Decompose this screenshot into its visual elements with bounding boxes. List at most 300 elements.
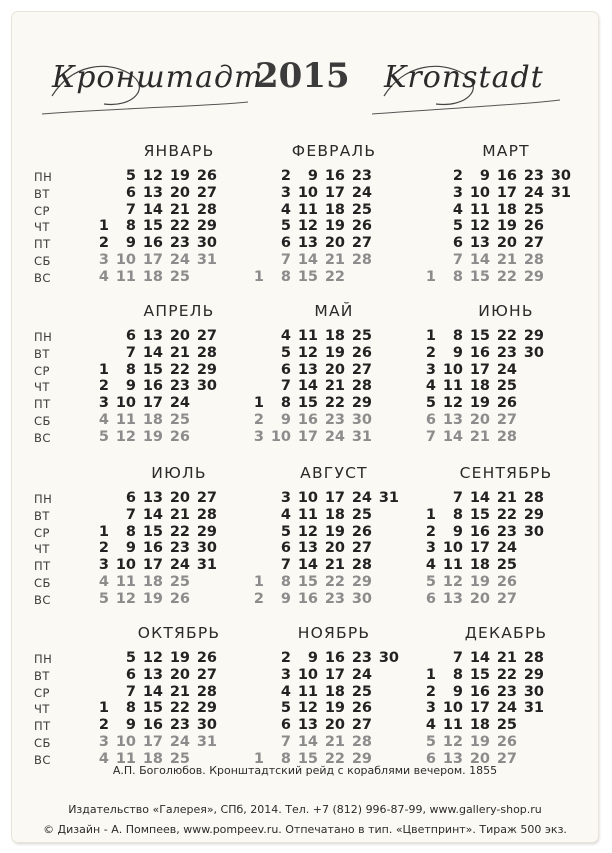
day-number: 16 [297,590,318,607]
day-number: 11 [442,717,463,734]
calendar-card [12,12,598,842]
weekday-label: ЧТ [34,542,50,557]
day-number: 10 [297,490,318,506]
day-number: 22 [169,700,190,717]
day-number: 22 [324,750,345,767]
day-number: 5 [280,218,291,235]
day-number: 18 [324,506,345,523]
day-number: 11 [442,557,463,574]
painting-caption: А.П. Боголюбов. Кронштадтский рейд с кораблями вечером. 1855 [112,764,498,777]
weekday-label: ЧТ [34,220,50,235]
day-number: 5 [280,700,291,717]
day-number: 17 [469,700,490,717]
day-number: 2 [98,717,109,734]
title-russian: Кронштадт [52,60,264,95]
day-number: 7 [280,252,291,268]
day-number: 21 [324,378,345,395]
month-name: АПРЕЛЬ [143,302,215,320]
day-number: 15 [297,395,318,412]
day-number: 30 [523,523,544,540]
day-number: 18 [142,574,163,590]
day-number: 30 [550,168,571,184]
day-number: 19 [142,590,163,607]
day-number: 23 [523,168,544,184]
day-number: 6 [280,361,291,378]
day-number: 19 [142,428,163,445]
day-number: 1 [425,506,436,523]
day-number: 2 [425,523,436,540]
weekday-label: СР [34,685,50,700]
day-number: 17 [324,184,345,201]
day-number: 20 [469,590,490,607]
day-number: 24 [351,666,372,683]
day-number: 19 [169,168,190,184]
day-number: 31 [378,490,399,506]
day-number: 15 [469,506,490,523]
day-number: 2 [280,168,291,184]
day-number: 19 [469,734,490,750]
day-number: 27 [351,540,372,557]
day-number: 16 [469,344,490,361]
day-number: 20 [496,235,517,252]
day-number: 26 [351,523,372,540]
day-number: 23 [169,717,190,734]
day-number: 9 [452,683,463,700]
day-number: 21 [169,683,190,700]
month-name: ОКТЯБРЬ [137,624,221,642]
day-number: 4 [280,201,291,218]
day-number: 23 [169,378,190,395]
day-number: 4 [280,506,291,523]
day-number: 26 [169,590,190,607]
day-number: 31 [550,184,571,201]
day-number: 29 [523,506,544,523]
day-number: 6 [125,328,136,344]
day-number: 5 [452,218,463,235]
day-number: 23 [324,590,345,607]
day-number: 11 [442,378,463,395]
day-number: 18 [324,683,345,700]
day-number: 14 [469,650,490,666]
day-number: 13 [442,412,463,428]
day-number: 7 [280,734,291,750]
day-number: 20 [324,235,345,252]
day-number: 8 [452,268,463,285]
day-number: 25 [351,201,372,218]
day-number: 31 [351,428,372,445]
month-name: ИЮЛЬ [151,464,207,482]
day-number: 1 [98,361,109,378]
day-number: 17 [142,252,163,268]
day-number: 20 [169,184,190,201]
day-number: 25 [351,683,372,700]
day-number: 9 [452,344,463,361]
weekday-label: СБ [34,576,51,590]
day-number: 5 [280,344,291,361]
day-number: 12 [297,700,318,717]
day-number: 12 [442,395,463,412]
day-number: 29 [196,361,217,378]
day-number: 1 [425,268,436,285]
day-number: 24 [523,184,544,201]
day-number: 26 [196,650,217,666]
day-number: 25 [523,201,544,218]
day-number: 30 [196,540,217,557]
day-number: 26 [496,734,517,750]
day-number: 18 [324,201,345,218]
day-number: 6 [425,412,436,428]
day-number: 10 [270,428,291,445]
day-number: 25 [351,328,372,344]
day-number: 9 [125,540,136,557]
day-number: 28 [496,428,517,445]
day-number: 5 [98,590,109,607]
day-number: 22 [324,268,345,285]
day-number: 14 [469,490,490,506]
day-number: 30 [523,683,544,700]
day-number: 8 [452,506,463,523]
weekday-label: ПТ [34,237,51,252]
day-number: 10 [442,361,463,378]
day-number: 23 [169,540,190,557]
day-number: 8 [125,523,136,540]
day-number: 26 [351,700,372,717]
day-number: 30 [351,590,372,607]
day-number: 13 [442,750,463,767]
day-number: 15 [142,218,163,235]
day-number: 3 [452,184,463,201]
day-number: 16 [469,683,490,700]
day-number: 11 [469,201,490,218]
day-number: 30 [523,344,544,361]
day-number: 29 [523,328,544,344]
day-number: 9 [125,235,136,252]
day-number: 7 [452,490,463,506]
day-number: 6 [280,540,291,557]
day-number: 17 [496,184,517,201]
day-number: 28 [351,557,372,574]
day-number: 19 [469,574,490,590]
day-number: 9 [280,590,291,607]
day-number: 4 [98,750,109,767]
day-number: 16 [324,168,345,184]
day-number: 15 [469,666,490,683]
day-number: 14 [142,683,163,700]
day-number: 21 [169,344,190,361]
day-number: 2 [452,168,463,184]
day-number: 1 [253,750,264,767]
weekday-label: ВС [34,592,51,607]
day-number: 2 [253,590,264,607]
day-number: 16 [324,650,345,666]
credits-line: © Дизайн - А. Помпеев, www.pompeev.ru. Отпечатано в тип. «Цветпринт». Тираж 500 экз. [43,823,567,836]
day-number: 8 [280,395,291,412]
day-number: 22 [496,506,517,523]
day-number: 24 [496,540,517,557]
day-number: 24 [496,361,517,378]
day-number: 23 [169,235,190,252]
day-number: 9 [125,717,136,734]
day-number: 27 [496,590,517,607]
day-number: 22 [496,328,517,344]
day-number: 16 [297,412,318,428]
day-number: 16 [142,540,163,557]
day-number: 27 [351,717,372,734]
day-number: 13 [297,361,318,378]
day-number: 28 [523,252,544,268]
day-number: 29 [196,523,217,540]
day-number: 31 [196,734,217,750]
day-number: 10 [297,184,318,201]
day-number: 26 [523,218,544,235]
day-number: 25 [169,412,190,428]
day-number: 27 [196,328,217,344]
day-number: 12 [442,574,463,590]
day-number: 25 [496,717,517,734]
weekday-label: СР [34,525,50,540]
day-number: 2 [425,344,436,361]
day-number: 20 [324,540,345,557]
weekday-label: ПН [34,330,53,344]
day-number: 24 [324,428,345,445]
day-number: 21 [169,506,190,523]
day-number: 25 [351,506,372,523]
day-number: 9 [125,378,136,395]
day-number: 14 [297,378,318,395]
day-number: 5 [98,428,109,445]
day-number: 7 [280,557,291,574]
day-number: 13 [469,235,490,252]
day-number: 19 [324,218,345,235]
day-number: 17 [324,666,345,683]
day-number: 30 [196,378,217,395]
day-number: 15 [297,574,318,590]
day-number: 29 [523,268,544,285]
day-number: 19 [324,344,345,361]
day-number: 4 [452,201,463,218]
day-number: 2 [98,378,109,395]
day-number: 1 [253,268,264,285]
day-number: 20 [469,750,490,767]
day-number: 4 [98,412,109,428]
day-number: 15 [142,700,163,717]
day-number: 26 [351,218,372,235]
day-number: 15 [297,750,318,767]
day-number: 27 [496,412,517,428]
day-number: 7 [452,650,463,666]
day-number: 18 [142,268,163,285]
day-number: 14 [297,557,318,574]
day-number: 16 [496,168,517,184]
day-number: 2 [98,540,109,557]
day-number: 7 [125,683,136,700]
day-number: 3 [425,540,436,557]
publisher-line: Издательство «Галерея», СПб, 2014. Тел. +7 (812) 996-87-99, www.gallery-shop.ru [68,803,542,816]
day-number: 12 [115,590,136,607]
day-number: 4 [98,268,109,285]
day-number: 5 [125,168,136,184]
day-number: 21 [496,490,517,506]
month-name: НОЯБРЬ [297,624,371,642]
day-number: 4 [280,683,291,700]
day-number: 22 [169,361,190,378]
day-number: 27 [196,184,217,201]
day-number: 2 [425,683,436,700]
month-name: МАРТ [482,142,530,160]
day-number: 30 [351,412,372,428]
day-number: 11 [115,412,136,428]
day-number: 14 [142,344,163,361]
day-number: 4 [425,378,436,395]
day-number: 28 [351,734,372,750]
day-number: 2 [98,235,109,252]
day-number: 28 [196,344,217,361]
month-name: ЯНВАРЬ [143,142,215,160]
day-number: 6 [425,750,436,767]
day-number: 3 [98,557,109,574]
weekday-label: ЧТ [34,702,50,717]
weekday-label: ПТ [34,397,51,412]
day-number: 21 [324,734,345,750]
day-number: 10 [469,184,490,201]
day-number: 4 [98,574,109,590]
day-number: 10 [115,252,136,268]
day-number: 9 [452,523,463,540]
weekday-label: СР [34,203,50,218]
day-number: 24 [169,395,190,412]
weekday-label: ВТ [34,186,50,201]
day-number: 19 [324,523,345,540]
day-number: 15 [142,523,163,540]
day-number: 29 [196,700,217,717]
day-number: 26 [196,168,217,184]
day-number: 11 [115,750,136,767]
day-number: 18 [324,328,345,344]
day-number: 1 [425,666,436,683]
day-number: 30 [378,650,399,666]
day-number: 31 [196,252,217,268]
day-number: 27 [351,235,372,252]
month-name: ФЕВРАЛЬ [291,142,377,160]
day-number: 4 [280,328,291,344]
day-number: 27 [523,235,544,252]
day-number: 15 [469,328,490,344]
day-number: 3 [253,428,264,445]
day-number: 1 [253,574,264,590]
day-number: 13 [142,490,163,506]
day-number: 21 [496,650,517,666]
month-name: ДЕКАБРЬ [464,624,548,642]
day-number: 27 [496,750,517,767]
day-number: 21 [496,252,517,268]
day-number: 8 [125,218,136,235]
day-number: 25 [169,750,190,767]
day-number: 19 [169,650,190,666]
day-number: 20 [324,361,345,378]
day-number: 30 [196,717,217,734]
day-number: 24 [169,557,190,574]
day-number: 27 [196,666,217,683]
day-number: 1 [98,218,109,235]
day-number: 14 [297,252,318,268]
month-name: АВГУСТ [300,464,368,482]
weekday-label: СБ [34,736,51,750]
day-number: 24 [169,252,190,268]
day-number: 12 [142,650,163,666]
day-number: 7 [452,252,463,268]
day-number: 25 [496,557,517,574]
day-number: 9 [280,412,291,428]
day-number: 3 [425,700,436,717]
day-number: 6 [125,184,136,201]
day-number: 7 [125,506,136,523]
day-number: 14 [442,428,463,445]
day-number: 20 [469,412,490,428]
weekday-label: ЧТ [34,380,50,395]
day-number: 11 [297,201,318,218]
day-number: 18 [469,717,490,734]
day-number: 3 [280,490,291,506]
day-number: 22 [324,395,345,412]
day-number: 18 [496,201,517,218]
day-number: 8 [280,574,291,590]
day-number: 20 [169,490,190,506]
weekday-label: ВС [34,752,51,767]
day-number: 19 [324,700,345,717]
day-number: 22 [324,574,345,590]
day-number: 10 [115,557,136,574]
day-number: 13 [297,235,318,252]
day-number: 11 [297,328,318,344]
weekday-label: ПН [34,492,53,506]
day-number: 7 [125,344,136,361]
day-number: 28 [351,378,372,395]
day-number: 12 [142,168,163,184]
day-number: 10 [297,666,318,683]
day-number: 10 [115,395,136,412]
day-number: 1 [98,700,109,717]
day-number: 26 [169,428,190,445]
day-number: 2 [253,412,264,428]
day-number: 3 [280,666,291,683]
day-number: 6 [280,717,291,734]
day-number: 13 [297,540,318,557]
weekday-label: СР [34,363,50,378]
day-number: 16 [142,717,163,734]
day-number: 22 [169,523,190,540]
day-number: 25 [169,574,190,590]
day-number: 8 [452,328,463,344]
day-number: 3 [98,252,109,268]
day-number: 12 [297,218,318,235]
day-number: 3 [98,734,109,750]
weekday-label: ПН [34,170,53,184]
day-number: 6 [425,590,436,607]
day-number: 31 [523,700,544,717]
day-number: 30 [196,235,217,252]
day-number: 5 [280,523,291,540]
day-number: 16 [142,378,163,395]
day-number: 4 [425,557,436,574]
day-number: 10 [442,540,463,557]
weekday-label: ВТ [34,668,50,683]
weekday-label: СБ [34,254,51,268]
day-number: 16 [469,523,490,540]
day-number: 23 [496,344,517,361]
day-number: 28 [196,506,217,523]
month-name: МАЙ [314,302,354,320]
day-number: 6 [125,666,136,683]
